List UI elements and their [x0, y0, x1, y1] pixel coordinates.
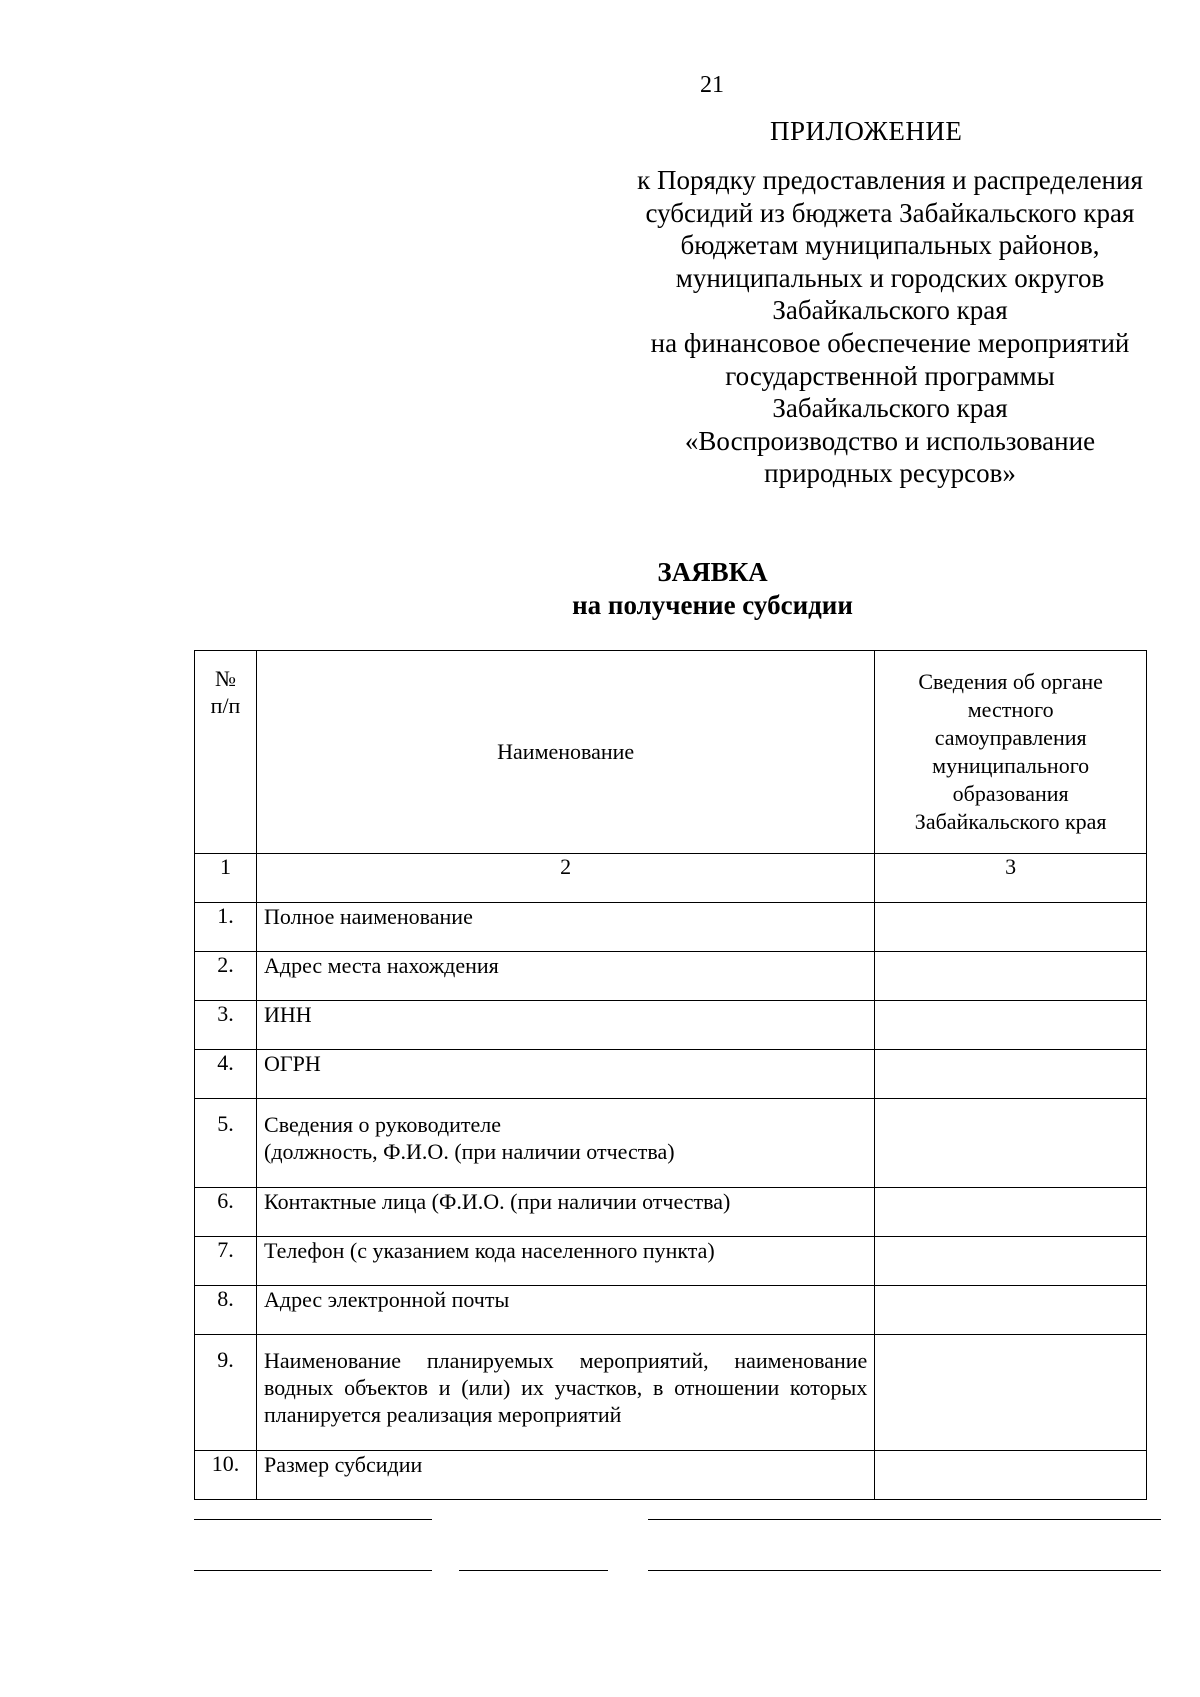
appendix-line: муниципальных и городских округов	[675, 262, 1105, 293]
table-row	[195, 1188, 1147, 1237]
table-row	[195, 1099, 1147, 1188]
appendix-line: бюджетам муниципальных районов,	[680, 230, 1100, 261]
header-info-cell	[875, 651, 1147, 854]
header-info-line: Забайкальского края	[914, 809, 1107, 834]
row-label: Полное наименование	[257, 903, 875, 952]
row-value-field[interactable]	[875, 1237, 1147, 1286]
row-number: 4.	[195, 1050, 257, 1099]
row-value-field[interactable]	[875, 1188, 1147, 1237]
row-value-field[interactable]	[875, 903, 1147, 952]
row-number: 3.	[195, 1001, 257, 1050]
application-table	[194, 650, 1147, 1500]
table-row	[195, 1050, 1147, 1099]
row-label: ОГРН	[257, 1050, 875, 1099]
row-value-field[interactable]	[875, 1286, 1147, 1335]
row-number: 8.	[195, 1286, 257, 1335]
table-row	[195, 1237, 1147, 1286]
column-index-cell: 1	[195, 854, 257, 903]
header-num-abbr: п/п	[210, 693, 241, 718]
row-number: 2.	[195, 952, 257, 1001]
signature-line-name-2[interactable]	[648, 1570, 1161, 1571]
row-label-line: Сведения о руководителе	[264, 1112, 502, 1137]
column-index-cell: 2	[257, 854, 875, 903]
row-value-field[interactable]	[875, 1335, 1147, 1451]
header-num-cell	[195, 651, 257, 854]
row-label: Наименование планируемых мероприятий, наименование водных объектов и (или) их участков, в отношении которых планируется реализация мероприятий	[257, 1335, 875, 1451]
column-index-cell: 3	[875, 854, 1147, 903]
appendix-title: ПРИЛОЖЕНИЕ	[770, 116, 963, 146]
row-label: Телефон (с указанием кода населенного пункта)	[257, 1237, 875, 1286]
row-value-field[interactable]	[875, 1050, 1147, 1099]
appendix-line: государственной программы	[725, 360, 1055, 391]
appendix-line: природных ресурсов»	[764, 458, 1016, 489]
row-number: 1.	[195, 903, 257, 952]
appendix-line: Забайкальского края	[772, 295, 1008, 326]
row-value-field[interactable]	[875, 1451, 1147, 1500]
row-label: ИНН	[257, 1001, 875, 1050]
row-label: Контактные лица (Ф.И.О. (при наличии отчества)	[257, 1188, 875, 1237]
row-number: 7.	[195, 1237, 257, 1286]
appendix-line: субсидий из бюджета Забайкальского края	[645, 197, 1135, 228]
row-number: 10.	[195, 1451, 257, 1500]
row-number: 5.	[195, 1099, 257, 1188]
appendix-line: на финансовое обеспечение мероприятий	[650, 327, 1130, 358]
header-name-cell: Наименование	[257, 651, 875, 854]
document-heading	[500, 556, 925, 622]
row-label: Адрес электронной почты	[257, 1286, 875, 1335]
header-info-line: Сведения об органе	[918, 669, 1103, 694]
row-number: 6.	[195, 1188, 257, 1237]
header-info-line: образования	[952, 781, 1069, 806]
table-row	[195, 903, 1147, 952]
column-index-row	[195, 854, 1147, 903]
signature-line-position-2[interactable]	[194, 1570, 432, 1571]
table-row	[195, 1451, 1147, 1500]
row-label: Размер субсидии	[257, 1451, 875, 1500]
document-title: ЗАЯВКА	[657, 557, 768, 587]
row-value-field[interactable]	[875, 1001, 1147, 1050]
row-label: Адрес места нахождения	[257, 952, 875, 1001]
row-value-field[interactable]	[875, 952, 1147, 1001]
table-row	[195, 952, 1147, 1001]
row-label-line: (должность, Ф.И.О. (при наличии отчества)	[264, 1139, 675, 1164]
table-header-row	[195, 651, 1147, 854]
header-num-symbol: №	[215, 666, 236, 691]
table-row	[195, 1286, 1147, 1335]
table-row	[195, 1001, 1147, 1050]
header-info-line: муниципального	[932, 753, 1090, 778]
header-info-line: самоуправления	[934, 725, 1087, 750]
appendix-line: «Воспроизводство и использование	[684, 425, 1096, 456]
row-number: 9.	[195, 1335, 257, 1451]
appendix-text	[600, 164, 1180, 490]
table-row	[195, 1335, 1147, 1451]
signature-line-position[interactable]	[194, 1519, 432, 1520]
page-number: 21	[700, 72, 724, 98]
appendix-line: к Порядку предоставления и распределения	[637, 165, 1143, 195]
row-value-field[interactable]	[875, 1099, 1147, 1188]
document-subtitle: на получение субсидии	[572, 590, 853, 620]
header-info-line: местного	[967, 697, 1054, 722]
signature-line-name[interactable]	[648, 1519, 1161, 1520]
row-label	[257, 1099, 875, 1188]
appendix-line: Забайкальского края	[772, 393, 1008, 424]
signature-line-sign[interactable]	[459, 1570, 608, 1571]
